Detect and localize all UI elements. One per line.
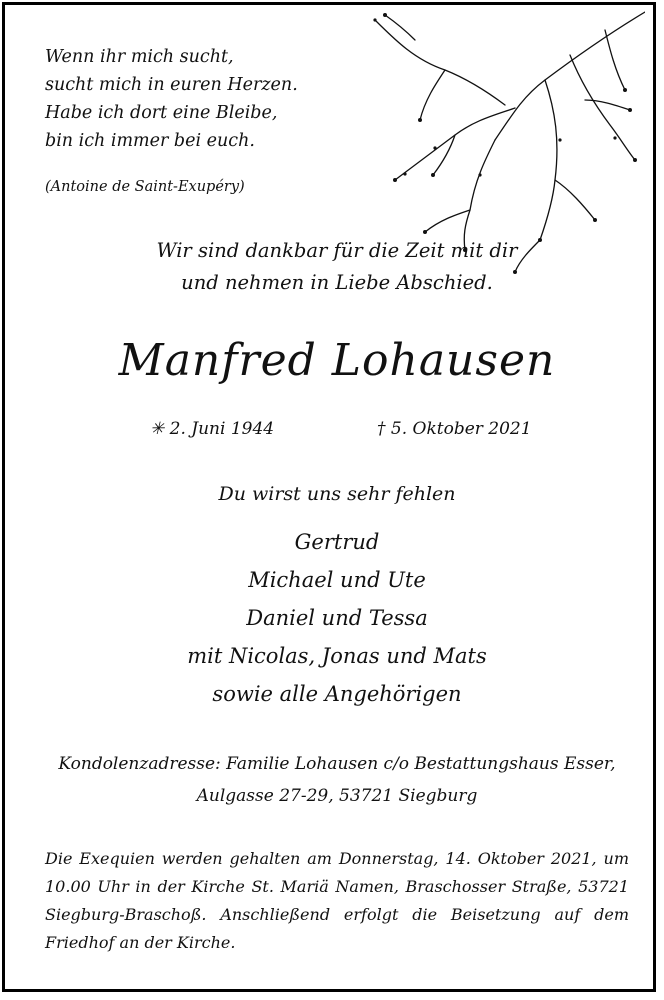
quote-line: sucht mich in euren Herzen. bbox=[45, 75, 298, 95]
mourner-name: sowie alle Angehörigen bbox=[212, 682, 462, 706]
condolence-line: Aulgasse 27-29, 53721 Siegburg bbox=[196, 786, 478, 806]
thanks-line: Wir sind dankbar für die Zeit mit dir bbox=[156, 239, 518, 262]
mourner-name: Daniel und Tessa bbox=[246, 606, 428, 630]
condolence-address bbox=[5, 748, 664, 812]
quote-line: bin ich immer bei euch. bbox=[45, 131, 255, 151]
deceased-name: Manfred Lohausen bbox=[118, 335, 556, 386]
mourner-name: mit Nicolas, Jonas und Mats bbox=[187, 644, 487, 668]
thanks-text bbox=[5, 235, 664, 299]
quote-line: Habe ich dort eine Bleibe, bbox=[45, 103, 278, 123]
notice-frame bbox=[2, 2, 656, 992]
condolence-line: Kondolenzadresse: Familie Lohausen c/o Bestattungshaus Esser, bbox=[58, 754, 616, 774]
quote-block bbox=[45, 43, 298, 155]
mourner-name: Michael und Ute bbox=[248, 568, 426, 592]
quote-line: Wenn ihr mich sucht, bbox=[45, 47, 234, 67]
mourners-list bbox=[5, 523, 664, 713]
thanks-line: und nehmen in Liebe Abschied. bbox=[181, 271, 493, 294]
mourner-name: Gertrud bbox=[294, 530, 380, 554]
service-details: Die Exequien werden gehalten am Donnerstag, 14. Oktober 2021, um 10.00 Uhr in der Kirche St. Mariä Namen, Braschosser Straße, 53721 Siegburg-Braschoß. Anschließend erfolgt die Beisetzung auf dem Friedhof an der Kirche. bbox=[45, 849, 629, 952]
birth-date: ✳ 2. Juni 1944 bbox=[150, 419, 275, 439]
mourners-intro: Du wirst uns sehr fehlen bbox=[218, 483, 456, 505]
quote-author: (Antoine de Saint-Exupéry) bbox=[45, 179, 245, 195]
death-date: † 5. Oktober 2021 bbox=[377, 419, 532, 439]
